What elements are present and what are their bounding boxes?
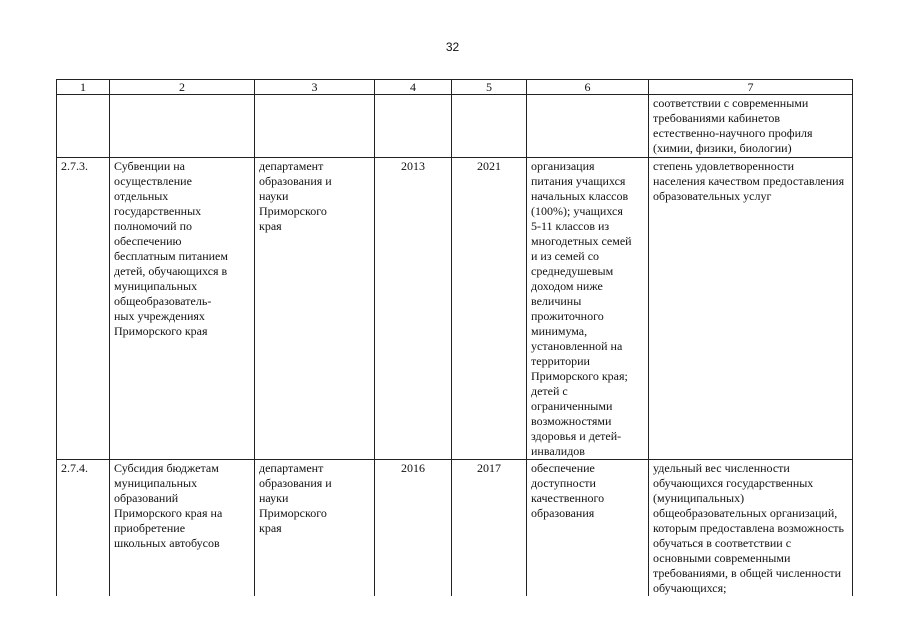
column-number-3: 3 [255,80,375,95]
cell-empty [57,95,110,158]
column-number-6: 6 [527,80,649,95]
text-line: детей, обучающихся в [114,264,228,278]
cell-start-year: 2013 [375,158,452,460]
text-line: начальных классов [531,189,629,203]
text-line: качественного [531,491,605,505]
cell-expected-result [527,460,649,597]
text-line: прожиточного [531,309,604,323]
text-line: края [259,219,282,233]
text-line: 5-11 классов из [531,219,610,233]
text-line: питания учащихся [531,174,626,188]
text-line: приобретение [114,521,186,535]
text-line: ограниченными [531,399,613,413]
table-row-2-7-4 [57,460,853,597]
text-line: возможностями [531,414,612,428]
text-line: науки [259,189,289,203]
text-line: обучающихся; [653,581,727,595]
table-row-continuation [57,95,853,158]
column-number-row [57,80,853,95]
text-line: осуществление [114,174,192,188]
page-number: 32 [445,40,460,54]
column-number-2: 2 [110,80,255,95]
cell-start-year: 2016 [375,460,452,597]
text-line: Субвенции на [114,159,186,173]
cell-empty [375,95,452,158]
text-line: науки [259,491,289,505]
cell-indicator [649,460,853,597]
cell-empty [452,95,527,158]
text-line: школьных автобусов [114,536,220,550]
text-line: детей с [531,384,568,398]
text-line: отдельных [114,189,169,203]
cell-item-number: 2.7.4. [57,460,110,597]
text-line: края [259,521,282,535]
text-line: степень удовлетворенности [653,159,794,173]
cell-empty [255,95,375,158]
text-line: (муниципальных) [653,491,745,505]
column-number-5: 5 [452,80,527,95]
text-line: требованиями, в общей численности [653,566,842,580]
cell-end-year: 2017 [452,460,527,597]
text-line: обеспечению [114,234,182,248]
table-row-2-7-3 [57,158,853,460]
text-line: Приморского края на [114,506,223,520]
text-line: (100%); учащихся [531,204,623,218]
program-measures-table [56,79,853,596]
text-line: муниципальных [114,476,198,490]
cell-measure-name [110,158,255,460]
text-line: образования [531,506,595,520]
text-line: департамент [259,461,324,475]
text-line: (химии, физики, биологии) [653,141,792,155]
text-line: обучающихся государственных [653,476,814,490]
text-line: доступности [531,476,596,490]
cell-expected-result [527,158,649,460]
cell-measure-name [110,460,255,597]
text-line: установленной на [531,339,623,353]
text-line: Приморского края; [531,369,628,383]
cell-empty [110,95,255,158]
column-number-1: 1 [57,80,110,95]
text-line: территории [531,354,590,368]
text-line: общеобразовательных организаций, [653,506,838,520]
text-line: удельный вес численности [653,461,790,475]
text-line: инвалидов [531,444,585,458]
text-line: основными современными [653,551,791,565]
cell-indicator-continuation [649,95,853,158]
text-line: и из семей со [531,249,600,263]
text-line: минимума, [531,324,588,338]
cell-item-number: 2.7.3. [57,158,110,460]
cell-empty [527,95,649,158]
text-line: которым предоставлена возможность [653,521,844,535]
text-line: Приморского [259,506,327,520]
text-line: ных учреждениях [114,309,205,323]
column-number-7: 7 [649,80,853,95]
cell-executor [255,460,375,597]
text-line: Субсидия бюджетам [114,461,219,475]
text-line: обучаться в соответствии с [653,536,792,550]
text-line: обеспечение [531,461,595,475]
text-line: организация [531,159,595,173]
text-line: населения качеством предоставления [653,174,845,188]
text-line: доходом ниже [531,279,603,293]
column-number-4: 4 [375,80,452,95]
text-line: здоровья и детей- [531,429,622,443]
text-line: образований [114,491,179,505]
text-line: полномочий по [114,219,193,233]
text-line: государственных [114,204,202,218]
text-line: департамент [259,159,324,173]
cell-indicator [649,158,853,460]
text-line: требованиями кабинетов [653,111,781,125]
cell-end-year: 2021 [452,158,527,460]
text-line: многодетных семей [531,234,632,248]
text-line: образовательных услуг [653,189,772,203]
text-line: Приморского края [114,324,208,338]
text-line: среднедушевым [531,264,614,278]
cell-executor [255,158,375,460]
text-line: Приморского [259,204,327,218]
text-line: образования и [259,174,332,188]
text-line: естественно-научного профиля [653,126,813,140]
text-line: величины [531,294,582,308]
text-line: бесплатным питанием [114,249,228,263]
text-line: муниципальных [114,279,198,293]
text-line: соответствии с современными [653,96,809,110]
text-line: общеобразователь- [114,294,212,308]
text-line: образования и [259,476,332,490]
